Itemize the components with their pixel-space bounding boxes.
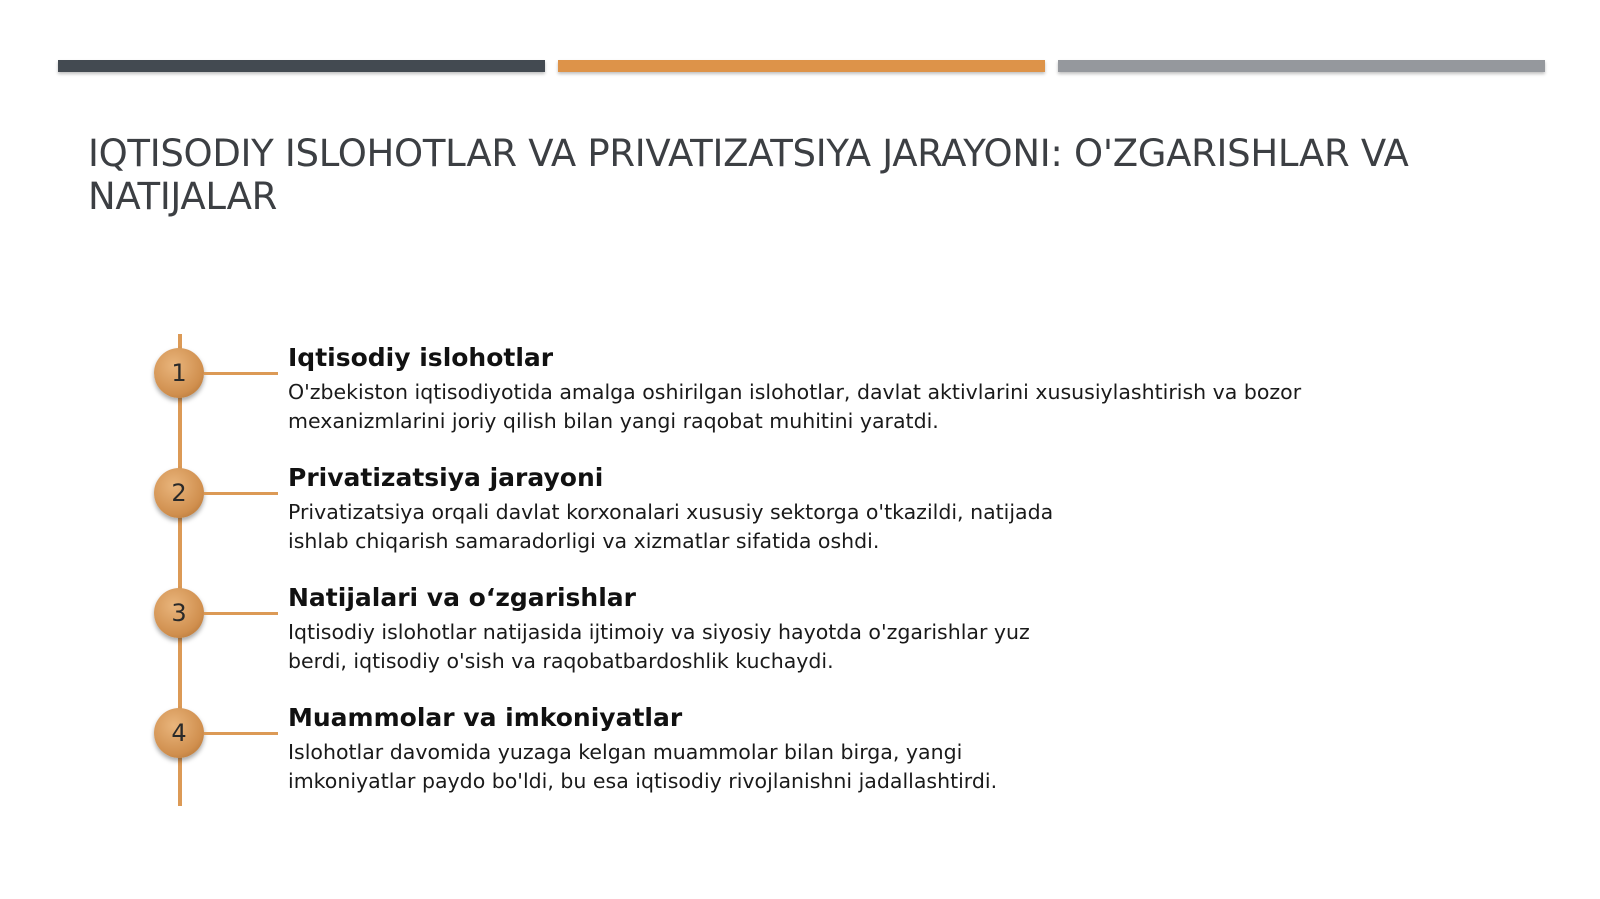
step-number-badge: 4: [154, 708, 204, 758]
step-description: Islohotlar davomida yuzaga kelgan muammolar bilan birga, yangi imkoniyatlar paydo bo'ldi, bu esa iqtisodiy rivojlanishni jadallashtirdi.: [288, 740, 998, 793]
step-connector: [204, 492, 278, 495]
timeline-step: [0, 700, 1600, 810]
step-number-badge: 1: [154, 348, 204, 398]
step-description: Privatizatsiya orqali davlat korxonalari xususiy sektorga o'tkazildi, natijada ishlab chiqarish samaradorligi va xizmatlar sifatida oshdi.: [288, 500, 1054, 553]
step-number-badge: 2: [154, 468, 204, 518]
step-title: Natijalari va o‘zgarishlar: [288, 583, 636, 612]
step-title: Muammolar va imkoniyatlar: [288, 703, 683, 732]
timeline-step: [0, 460, 1600, 570]
accent-bar-gray: [1058, 60, 1545, 72]
step-connector: [204, 372, 278, 375]
step-number-badge: 3: [154, 588, 204, 638]
step-title: Iqtisodiy islohotlar: [288, 343, 554, 372]
step-connector: [204, 612, 278, 615]
accent-bar-dark: [58, 60, 545, 72]
step-title: Privatizatsiya jarayoni: [288, 463, 604, 492]
timeline-step: [0, 580, 1600, 690]
slide-title: IQTISODIY ISLOHOTLAR VA PRIVATIZATSIYA JARAYONI: O'ZGARISHLAR VA NATIJALAR: [88, 132, 1409, 218]
timeline-step: [0, 340, 1600, 450]
accent-bar-orange: [558, 60, 1045, 72]
step-connector: [204, 732, 278, 735]
step-description: O'zbekiston iqtisodiyotida amalga oshirilgan islohotlar, davlat aktivlarini xususiylashtirish va bozor mexanizmlarini joriy qilish bilan yangi raqobat muhitini yaratdi.: [288, 380, 1302, 433]
step-description: Iqtisodiy islohotlar natijasida ijtimoiy va siyosiy hayotda o'zgarishlar yuz berdi, iqtisodiy o'sish va raqobatbardoshlik kuchaydi.: [288, 620, 1030, 673]
